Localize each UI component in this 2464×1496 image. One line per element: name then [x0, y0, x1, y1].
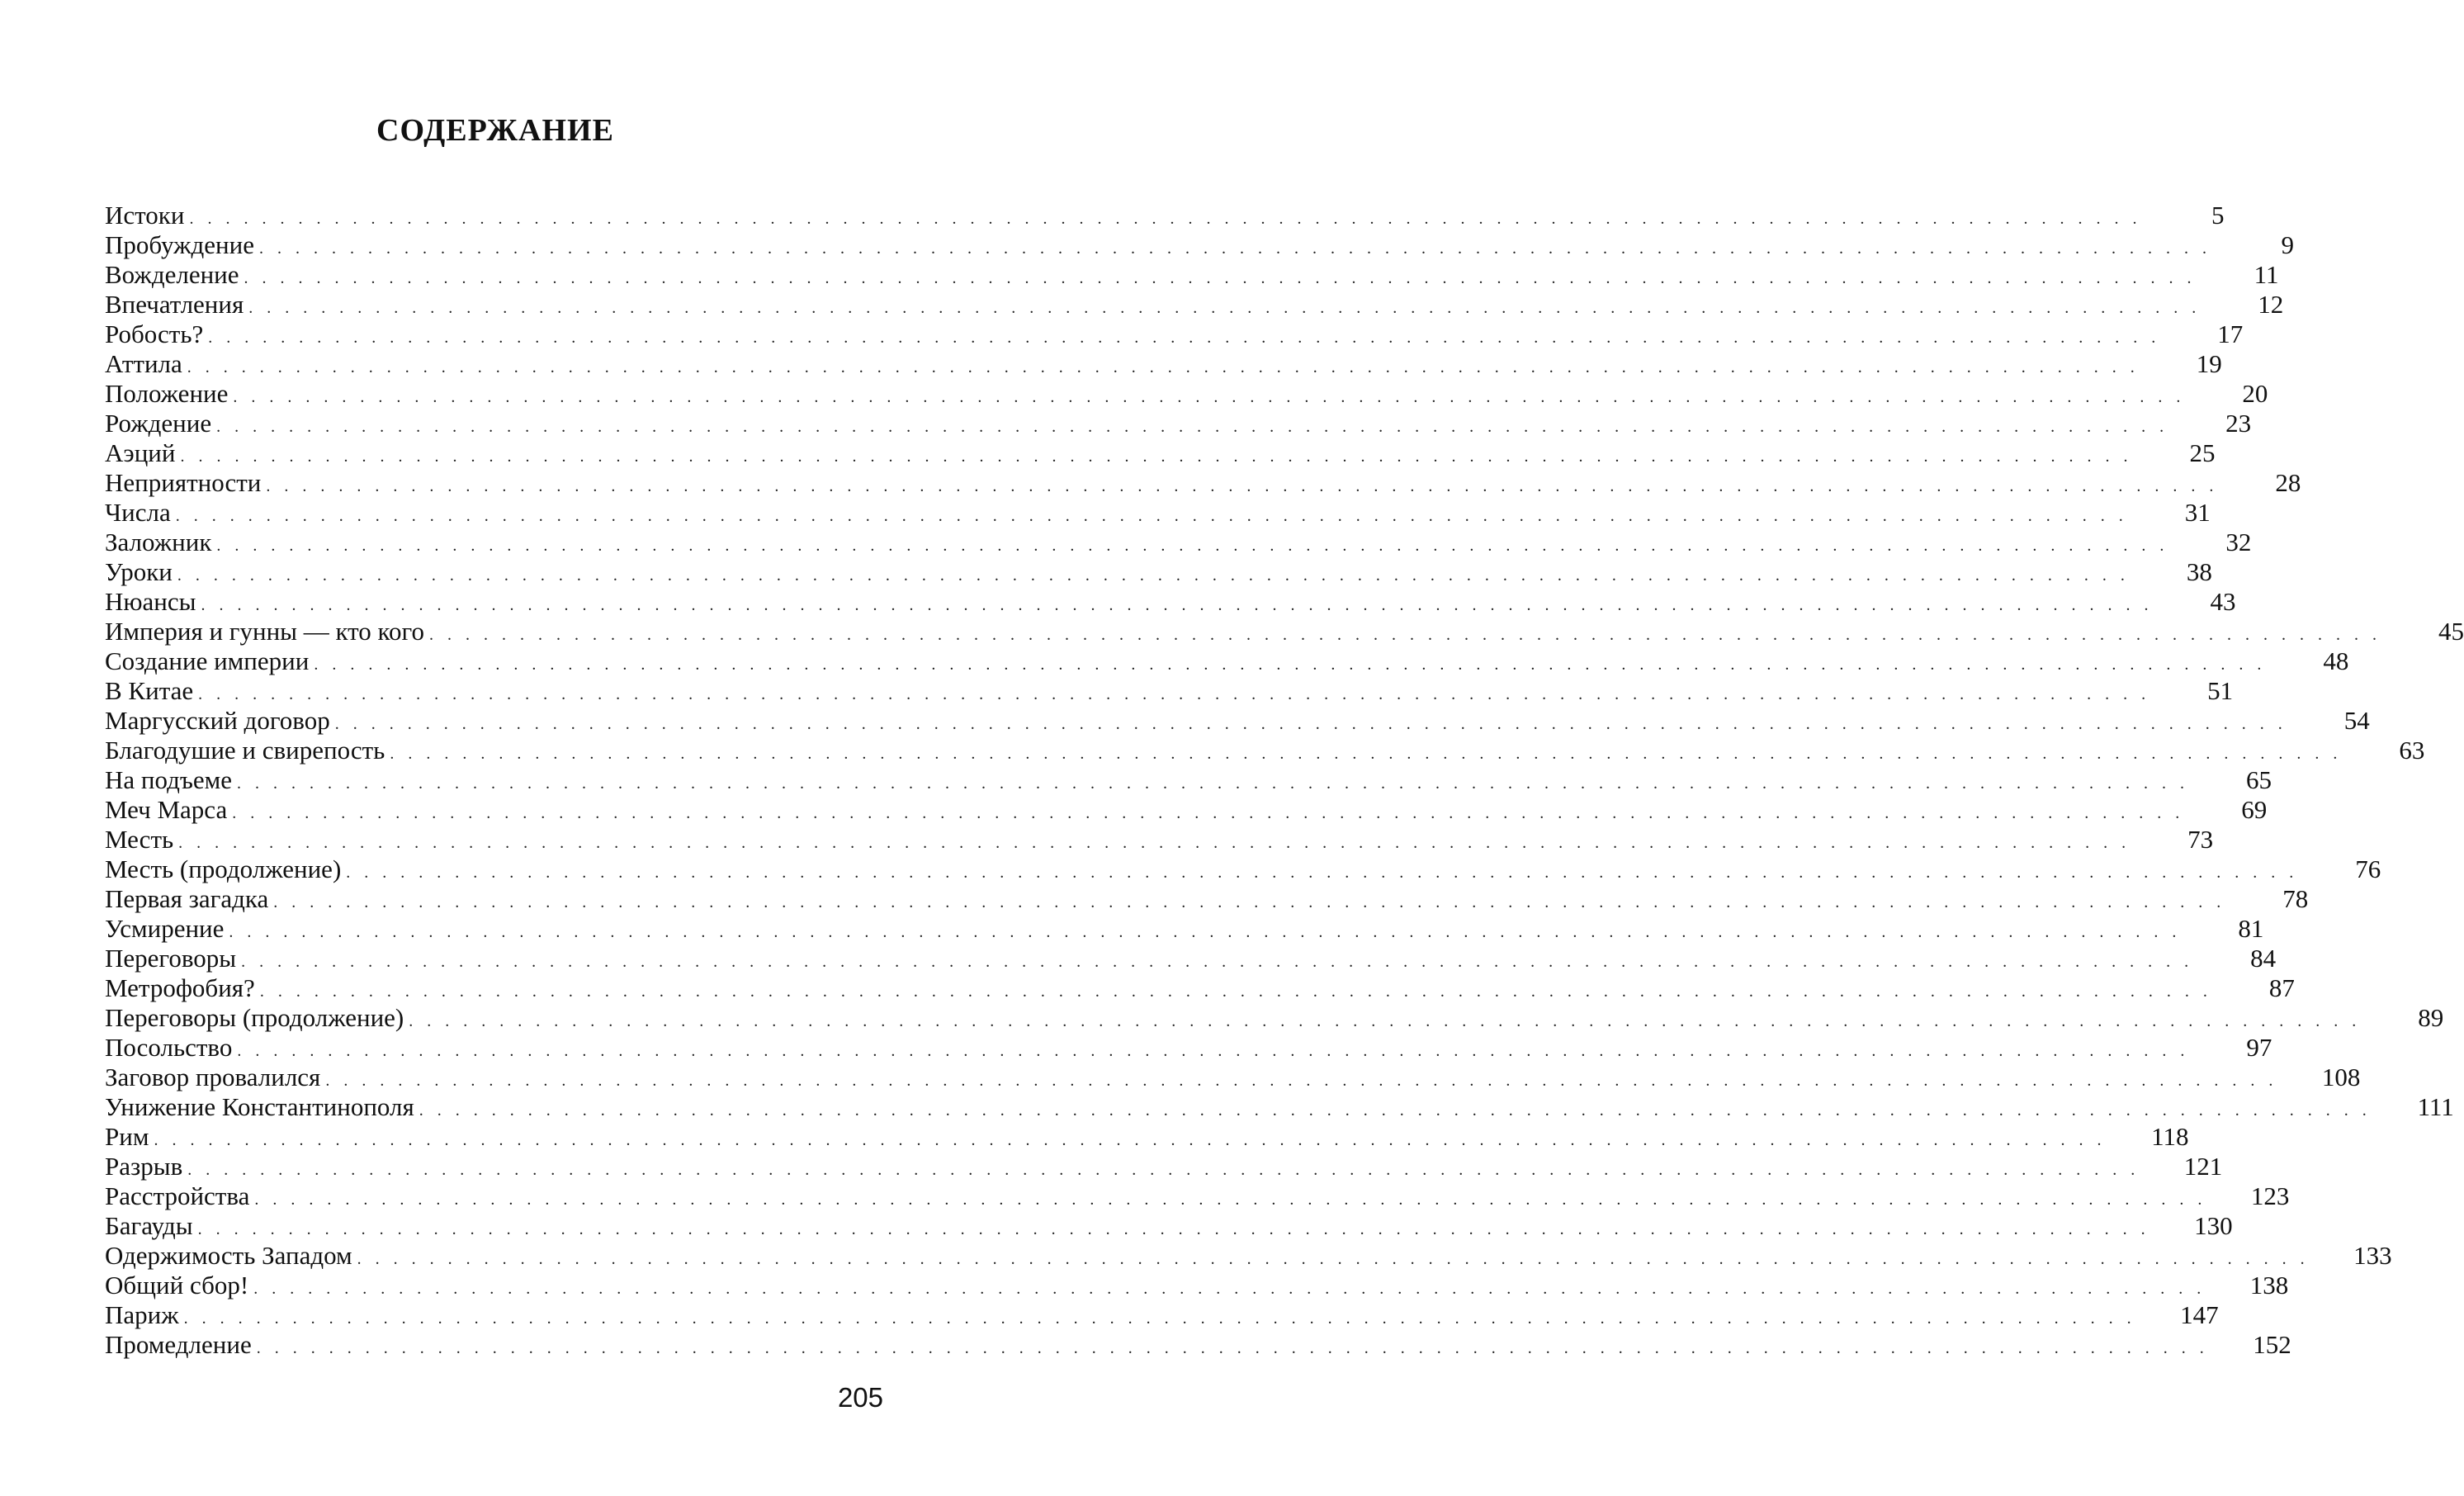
dot-leader: . . . . . . . . . . . . . . . . . . . . . . . . . . . . . . . . . . . . . . . . . . . . . . . . . . . . . . . . . . . . . . . . . . . . . . . . . . . . . . . . . . . . . . . . . . . . . . . . . . . . . . . . . . . .	[346, 864, 2299, 882]
toc-entry-page: 73	[2187, 825, 2214, 854]
toc-entry-page: 76	[2355, 855, 2381, 883]
toc-entry-title: Аэций	[105, 438, 176, 467]
toc-entry-title: Меч Марса	[105, 795, 228, 824]
dot-leader: . . . . . . . . . . . . . . . . . . . . . . . . . . . . . . . . . . . . . . . . . . . . . . . . . . . . . . . . . . . . . . . . . . . . . . . . . . . . . . . . . . . . . . . . . . . . . . . . . . . . . . . . . . . .	[258, 239, 2211, 258]
dot-leader: . . . . . . . . . . . . . . . . . . . . . . . . . . . . . . . . . . . . . . . . . . . . . . . . . . . . . . . . . . . . . . . . . . . . . . . . . . . . . . . . . . . . . . . . . . . . . . . . . . . . . . . . . . . .	[409, 1012, 2362, 1030]
toc-entry-page: 111	[2417, 1092, 2454, 1121]
toc-entry-page: 78	[2282, 884, 2309, 913]
toc-entry-title: Общий сбор!	[105, 1271, 249, 1300]
dot-leader: . . . . . . . . . . . . . . . . . . . . . . . . . . . . . . . . . . . . . . . . . . . . . . . . . . . . . . . . . . . . . . . . . . . . . . . . . . . . . . . . . . . . . . . . . . . . . . . . . . . . . . . . . . . .	[241, 953, 2194, 971]
toc-entry-title: Рождение	[105, 409, 212, 438]
toc-entry-page: 17	[2217, 320, 2244, 348]
toc-entry-title: Аттила	[105, 349, 182, 378]
toc-entry-title: Усмирение	[105, 914, 225, 943]
toc-entry-page: 51	[2207, 676, 2234, 705]
toc-entry	[105, 1063, 2361, 1092]
toc-entry	[105, 1181, 2290, 1211]
toc-entry	[105, 587, 2236, 617]
toc-entry	[105, 498, 2211, 528]
toc-entry	[105, 676, 2234, 706]
toc-entry-title: Неприятности	[105, 468, 262, 497]
dot-leader: . . . . . . . . . . . . . . . . . . . . . . . . . . . . . . . . . . . . . . . . . . . . . . . . . . . . . . . . . . . . . . . . . . . . . . . . . . . . . . . . . . . . . . . . . . . . . . . . . . . . . . . . . . . .	[334, 715, 2287, 733]
toc-entry	[105, 973, 2295, 1003]
dot-leader: . . . . . . . . . . . . . . . . . . . . . . . . . . . . . . . . . . . . . . . . . . . . . . . . . . . . . . . . . . . . . . . . . . . . . . . . . . . . . . . . . . . . . . . . . . . . . . . . . . . . . . . . . . . .	[429, 626, 2381, 644]
toc-entry-title: Создание империи	[105, 646, 310, 675]
toc-entry	[105, 1003, 2444, 1033]
toc-entry	[105, 765, 2272, 795]
toc-entry-title: Впечатления	[105, 290, 244, 319]
toc-entry	[105, 706, 2370, 736]
toc-entry-page: 69	[2241, 795, 2268, 824]
toc-entry-page: 123	[2250, 1181, 2290, 1210]
toc-entry-page: 5	[2211, 201, 2225, 230]
toc-entry-title: Благодушие и свирепость	[105, 736, 385, 765]
toc-entry	[105, 1300, 2219, 1330]
toc-entry-page: 25	[2189, 438, 2216, 467]
dot-leader: . . . . . . . . . . . . . . . . . . . . . . . . . . . . . . . . . . . . . . . . . . . . . . . . . . . . . . . . . . . . . . . . . . . . . . . . . . . . . . . . . . . . . . . . . . . . . . . . . . . . . . . . . . . .	[208, 329, 2161, 347]
toc-entry-title: На подъеме	[105, 765, 233, 794]
toc-entry-title: Промедление	[105, 1330, 252, 1359]
toc-entry-title: Месть	[105, 825, 174, 854]
toc-entry	[105, 1211, 2233, 1241]
dot-leader: . . . . . . . . . . . . . . . . . . . . . . . . . . . . . . . . . . . . . . . . . . . . . . . . . . . . . . . . . . . . . . . . . . . . . . . . . . . . . . . . . . . . . . . . . . . . . . . . . . . . . . . . . . . .	[201, 596, 2154, 614]
dot-leader: . . . . . . . . . . . . . . . . . . . . . . . . . . . . . . . . . . . . . . . . . . . . . . . . . . . . . . . . . . . . . . . . . . . . . . . . . . . . . . . . . . . . . . . . . . . . . . . . . . . . . . . . . . . .	[178, 834, 2131, 852]
toc-entry-page: 23	[2225, 409, 2252, 438]
toc-entry	[105, 884, 2309, 914]
toc-entry-title: Маргусский договор	[105, 706, 330, 735]
toc-entry-title: Рим	[105, 1122, 149, 1151]
toc-entry-page: 20	[2242, 379, 2268, 408]
toc-entry	[105, 528, 2252, 557]
toc-entry-page: 48	[2323, 646, 2349, 675]
toc-entry-page: 31	[2184, 498, 2211, 527]
toc-entry	[105, 230, 2294, 260]
toc-entry	[105, 438, 2216, 468]
toc-entry	[105, 1330, 2291, 1360]
toc-entry-page: 45	[2438, 617, 2464, 646]
toc-entry-title: Одержимость Западом	[105, 1241, 352, 1270]
toc-entry-page: 138	[2249, 1271, 2289, 1300]
toc-entry	[105, 855, 2381, 884]
dot-leader: . . . . . . . . . . . . . . . . . . . . . . . . . . . . . . . . . . . . . . . . . . . . . . . . . . . . . . . . . . . . . . . . . . . . . . . . . . . . . . . . . . . . . . . . . . . . . . . . . . . . . . . . . . . .	[229, 923, 2182, 941]
toc-entry-title: Багауды	[105, 1211, 193, 1240]
dot-leader: . . . . . . . . . . . . . . . . . . . . . . . . . . . . . . . . . . . . . . . . . . . . . . . . . . . . . . . . . . . . . . . . . . . . . . . . . . . . . . . . . . . . . . . . . . . . . . . . . . . . . . . . . . . .	[253, 1280, 2206, 1298]
toc-entry-page: 65	[2246, 765, 2272, 794]
dot-leader: . . . . . . . . . . . . . . . . . . . . . . . . . . . . . . . . . . . . . . . . . . . . . . . . . . . . . . . . . . . . . . . . . . . . . . . . . . . . . . . . . . . . . . . . . . . . . . . . . . . . . . . . . . . .	[254, 1191, 2207, 1209]
toc-entry	[105, 320, 2244, 349]
toc-entry-page: 89	[2418, 1003, 2444, 1032]
toc-entry	[105, 1122, 2189, 1152]
toc-entry	[105, 1033, 2272, 1063]
toc-entry	[105, 349, 2222, 379]
toc-entry	[105, 290, 2284, 320]
dot-leader: . . . . . . . . . . . . . . . . . . . . . . . . . . . . . . . . . . . . . . . . . . . . . . . . . . . . . . . . . . . . . . . . . . . . . . . . . . . . . . . . . . . . . . . . . . . . . . . . . . . . . . . . . . . .	[244, 269, 2197, 287]
toc-entry	[105, 736, 2425, 765]
toc-entry	[105, 1092, 2454, 1122]
dot-leader: . . . . . . . . . . . . . . . . . . . . . . . . . . . . . . . . . . . . . . . . . . . . . . . . . . . . . . . . . . . . . . . . . . . . . . . . . . . . . . . . . . . . . . . . . . . . . . . . . . . . . . . . . . . .	[259, 982, 2212, 1001]
toc-entry-title: Первая загадка	[105, 884, 269, 913]
toc-entry-page: 147	[2180, 1300, 2219, 1329]
toc-entry	[105, 468, 2301, 498]
toc-entry	[105, 1152, 2223, 1181]
toc-entry-title: Положение	[105, 379, 229, 408]
toc-entry-page: 87	[2268, 973, 2295, 1002]
dot-leader: . . . . . . . . . . . . . . . . . . . . . . . . . . . . . . . . . . . . . . . . . . . . . . . . . . . . . . . . . . . . . . . . . . . . . . . . . . . . . . . . . . . . . . . . . . . . . . . . . . . . . . . . . . . .	[154, 1131, 2107, 1149]
dot-leader: . . . . . . . . . . . . . . . . . . . . . . . . . . . . . . . . . . . . . . . . . . . . . . . . . . . . . . . . . . . . . . . . . . . . . . . . . . . . . . . . . . . . . . . . . . . . . . . . . . . . . . . . . . . .	[248, 299, 2202, 317]
dot-leader: . . . . . . . . . . . . . . . . . . . . . . . . . . . . . . . . . . . . . . . . . . . . . . . . . . . . . . . . . . . . . . . . . . . . . . . . . . . . . . . . . . . . . . . . . . . . . . . . . . . . . . . . . . . .	[273, 893, 2226, 911]
toc-entry	[105, 914, 2264, 944]
toc-entry	[105, 617, 2464, 646]
dot-leader: . . . . . . . . . . . . . . . . . . . . . . . . . . . . . . . . . . . . . . . . . . . . . . . . . . . . . . . . . . . . . . . . . . . . . . . . . . . . . . . . . . . . . . . . . . . . . . . . . . . . . . . . . . . .	[175, 507, 2128, 525]
dot-leader: . . . . . . . . . . . . . . . . . . . . . . . . . . . . . . . . . . . . . . . . . . . . . . . . . . . . . . . . . . . . . . . . . . . . . . . . . . . . . . . . . . . . . . . . . . . . . . . . . . . . . . . . . . . .	[216, 418, 2169, 436]
toc-entry-title: Посольство	[105, 1033, 233, 1062]
toc-entry	[105, 825, 2214, 855]
toc-entry-page: 84	[2250, 944, 2277, 973]
toc-entry-title: Уроки	[105, 557, 173, 586]
toc-entry-page: 133	[2353, 1241, 2392, 1270]
toc-entry-page: 28	[2275, 468, 2301, 497]
dot-leader: . . . . . . . . . . . . . . . . . . . . . . . . . . . . . . . . . . . . . . . . . . . . . . . . . . . . . . . . . . . . . . . . . . . . . . . . . . . . . . . . . . . . . . . . . . . . . . . . . . . . . . . . . . . .	[419, 1101, 2372, 1120]
toc-entry-page: 118	[2151, 1122, 2189, 1151]
toc-entry-title: Переговоры (продолжение)	[105, 1003, 404, 1032]
toc-entry-page: 63	[2399, 736, 2425, 765]
dot-leader: . . . . . . . . . . . . . . . . . . . . . . . . . . . . . . . . . . . . . . . . . . . . . . . . . . . . . . . . . . . . . . . . . . . . . . . . . . . . . . . . . . . . . . . . . . . . . . . . . . . . . . . . . . . .	[216, 537, 2169, 555]
toc-entry-page: 19	[2196, 349, 2222, 378]
dot-leader: . . . . . . . . . . . . . . . . . . . . . . . . . . . . . . . . . . . . . . . . . . . . . . . . . . . . . . . . . . . . . . . . . . . . . . . . . . . . . . . . . . . . . . . . . . . . . . . . . . . . . . . . . . . .	[187, 358, 2140, 376]
toc-entry-page: 11	[2254, 260, 2279, 289]
toc-entry-title: Расстройства	[105, 1181, 250, 1210]
page-number: 205	[837, 1382, 883, 1413]
toc-entry	[105, 201, 2225, 230]
toc-entry-title: Заложник	[105, 528, 212, 556]
toc-entry-title: Истоки	[105, 201, 185, 230]
toc-entry-page: 81	[2238, 914, 2264, 943]
dot-leader: . . . . . . . . . . . . . . . . . . . . . . . . . . . . . . . . . . . . . . . . . . . . . . . . . . . . . . . . . . . . . . . . . . . . . . . . . . . . . . . . . . . . . . . . . . . . . . . . . . . . . . . . . . . .	[390, 745, 2343, 763]
toc-entry	[105, 1241, 2392, 1271]
dot-leader: . . . . . . . . . . . . . . . . . . . . . . . . . . . . . . . . . . . . . . . . . . . . . . . . . . . . . . . . . . . . . . . . . . . . . . . . . . . . . . . . . . . . . . . . . . . . . . . . . . . . . . . . . . . .	[177, 566, 2130, 585]
toc-entry-title: Пробуждение	[105, 230, 254, 259]
toc-entry-page: 130	[2194, 1211, 2233, 1240]
dot-leader: . . . . . . . . . . . . . . . . . . . . . . . . . . . . . . . . . . . . . . . . . . . . . . . . . . . . . . . . . . . . . . . . . . . . . . . . . . . . . . . . . . . . . . . . . . . . . . . . . . . . . . . . . . . .	[357, 1250, 2310, 1268]
toc-entry-page: 54	[2343, 706, 2370, 735]
toc-entry-page: 108	[2321, 1063, 2361, 1091]
dot-leader: . . . . . . . . . . . . . . . . . . . . . . . . . . . . . . . . . . . . . . . . . . . . . . . . . . . . . . . . . . . . . . . . . . . . . . . . . . . . . . . . . . . . . . . . . . . . . . . . . . . . . . . . . . . .	[197, 1220, 2150, 1238]
dot-leader: . . . . . . . . . . . . . . . . . . . . . . . . . . . . . . . . . . . . . . . . . . . . . . . . . . . . . . . . . . . . . . . . . . . . . . . . . . . . . . . . . . . . . . . . . . . . . . . . . . . . . . . . . . . .	[266, 477, 2219, 495]
toc-entry-page: 43	[2210, 587, 2236, 616]
toc-entry-page: 97	[2246, 1033, 2272, 1062]
toc-entry-page: 38	[2186, 557, 2212, 586]
toc-entry-title: Заговор провалился	[105, 1063, 321, 1091]
toc-entry	[105, 1271, 2289, 1300]
toc-entry	[105, 557, 2212, 587]
toc-entry	[105, 646, 2349, 676]
toc-entry-page: 152	[2253, 1330, 2291, 1359]
page-title: СОДЕРЖАНИЕ	[376, 113, 614, 148]
dot-leader: . . . . . . . . . . . . . . . . . . . . . . . . . . . . . . . . . . . . . . . . . . . . . . . . . . . . . . . . . . . . . . . . . . . . . . . . . . . . . . . . . . . . . . . . . . . . . . . . . . . . . . . . . . . .	[180, 447, 2133, 466]
toc-entry	[105, 944, 2277, 973]
table-of-contents	[105, 201, 2464, 1360]
toc-entry	[105, 379, 2268, 409]
toc-entry-title: Вожделение	[105, 260, 239, 289]
toc-entry-title: В Китае	[105, 676, 194, 705]
dot-leader: . . . . . . . . . . . . . . . . . . . . . . . . . . . . . . . . . . . . . . . . . . . . . . . . . . . . . . . . . . . . . . . . . . . . . . . . . . . . . . . . . . . . . . . . . . . . . . . . . . . . . . . . . . . .	[237, 774, 2190, 793]
toc-entry-title: Унижение Константинополя	[105, 1092, 414, 1121]
toc-entry-title: Числа	[105, 498, 171, 527]
toc-entry-page: 121	[2183, 1152, 2223, 1181]
dot-leader: . . . . . . . . . . . . . . . . . . . . . . . . . . . . . . . . . . . . . . . . . . . . . . . . . . . . . . . . . . . . . . . . . . . . . . . . . . . . . . . . . . . . . . . . . . . . . . . . . . . . . . . . . . . .	[183, 1309, 2136, 1328]
dot-leader: . . . . . . . . . . . . . . . . . . . . . . . . . . . . . . . . . . . . . . . . . . . . . . . . . . . . . . . . . . . . . . . . . . . . . . . . . . . . . . . . . . . . . . . . . . . . . . . . . . . . . . . . . . . .	[232, 804, 2185, 822]
toc-entry-title: Переговоры	[105, 944, 237, 973]
toc-entry-title: Месть (продолжение)	[105, 855, 342, 883]
toc-entry-title: Париж	[105, 1300, 179, 1329]
toc-entry-title: Робость?	[105, 320, 204, 348]
toc-entry-page: 12	[2258, 290, 2284, 319]
toc-entry-page: 32	[2225, 528, 2252, 556]
dot-leader: . . . . . . . . . . . . . . . . . . . . . . . . . . . . . . . . . . . . . . . . . . . . . . . . . . . . . . . . . . . . . . . . . . . . . . . . . . . . . . . . . . . . . . . . . . . . . . . . . . . . . . . . . . . .	[198, 685, 2151, 703]
toc-entry-title: Нюансы	[105, 587, 196, 616]
dot-leader: . . . . . . . . . . . . . . . . . . . . . . . . . . . . . . . . . . . . . . . . . . . . . . . . . . . . . . . . . . . . . . . . . . . . . . . . . . . . . . . . . . . . . . . . . . . . . . . . . . . . . . . . . . . .	[256, 1339, 2209, 1357]
dot-leader: . . . . . . . . . . . . . . . . . . . . . . . . . . . . . . . . . . . . . . . . . . . . . . . . . . . . . . . . . . . . . . . . . . . . . . . . . . . . . . . . . . . . . . . . . . . . . . . . . . . . . . . . . . . .	[325, 1072, 2278, 1090]
toc-entry	[105, 409, 2252, 438]
dot-leader: . . . . . . . . . . . . . . . . . . . . . . . . . . . . . . . . . . . . . . . . . . . . . . . . . . . . . . . . . . . . . . . . . . . . . . . . . . . . . . . . . . . . . . . . . . . . . . . . . . . . . . . . . . . .	[189, 210, 2142, 228]
dot-leader: . . . . . . . . . . . . . . . . . . . . . . . . . . . . . . . . . . . . . . . . . . . . . . . . . . . . . . . . . . . . . . . . . . . . . . . . . . . . . . . . . . . . . . . . . . . . . . . . . . . . . . . . . . . .	[314, 656, 2267, 674]
toc-entry-page: 9	[2281, 230, 2294, 259]
dot-leader: . . . . . . . . . . . . . . . . . . . . . . . . . . . . . . . . . . . . . . . . . . . . . . . . . . . . . . . . . . . . . . . . . . . . . . . . . . . . . . . . . . . . . . . . . . . . . . . . . . . . . . . . . . . .	[237, 1042, 2190, 1060]
dot-leader: . . . . . . . . . . . . . . . . . . . . . . . . . . . . . . . . . . . . . . . . . . . . . . . . . . . . . . . . . . . . . . . . . . . . . . . . . . . . . . . . . . . . . . . . . . . . . . . . . . . . . . . . . . . .	[233, 388, 2186, 406]
toc-entry-title: Империя и гунны — кто кого	[105, 617, 424, 646]
dot-leader: . . . . . . . . . . . . . . . . . . . . . . . . . . . . . . . . . . . . . . . . . . . . . . . . . . . . . . . . . . . . . . . . . . . . . . . . . . . . . . . . . . . . . . . . . . . . . . . . . . . . . . . . . . . .	[187, 1161, 2140, 1179]
toc-entry	[105, 260, 2279, 290]
toc-entry-title: Метрофобия?	[105, 973, 255, 1002]
toc-entry	[105, 795, 2268, 825]
toc-entry-title: Разрыв	[105, 1152, 183, 1181]
